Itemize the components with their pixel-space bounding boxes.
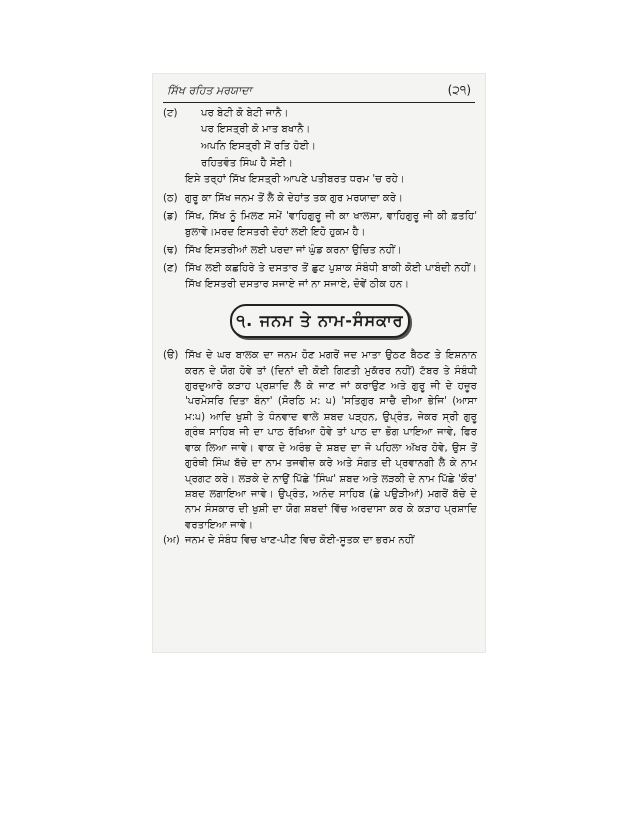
item-label: (ੳ) (163, 350, 179, 362)
page-body (163, 106, 477, 648)
paragraph-text: ਸਿੱਖ, ਸਿੱਖ ਨੂੰ ਮਿਲਣ ਸਮੇਂ 'ਵਾਹਿਗੁਰੂ ਜੀ ਕਾ ਖਾਲਸਾ, ਵਾਹਿਗੁਰੂ ਜੀ ਕੀ ਫ਼ਤਹਿ' ਬੁਲਾਵੇ।ਮਰਦ ਇਸਤਰੀ ਦੋਹਾਂ ਲਈ ਇਹੋ ਹੁਕਮ ਹੈ। (185, 211, 477, 238)
item-label: (ਡ) (163, 211, 178, 223)
list-item (163, 261, 477, 292)
paragraph-text: ਸਿੱਖ ਲਈ ਕਛਹਿਰੇ ਤੇ ਦਸਤਾਰ ਤੋਂ ਛੁਟ ਪੁਸ਼ਾਕ ਸੰਬੰਧੀ ਬਾਕੀ ਕੋਈ ਪਾਬੰਦੀ ਨਹੀਂ। ਸਿੱਖ ਇਸਤਰੀ ਦਸਤਾਰ ਸਜਾਏ ਜਾਂ ਨਾ ਸਜਾਏ, ਦੋਵੇਂ ਠੀਕ ਹਨ। (185, 263, 477, 290)
page-number: (੨੧) (447, 83, 471, 97)
list-item (163, 243, 477, 258)
item-label: (ਠ) (163, 192, 178, 204)
item-label: (ਢ) (163, 245, 178, 257)
running-title: ਸਿੱਖ ਰਹਿਤ ਮਰਯਾਦਾ (167, 84, 252, 97)
paragraph-text: ਗੁਰੂ ਕਾ ਸਿੱਖ ਜਨਮ ਤੋਂ ਲੈ ਕੇ ਦੇਹਾਂਤ ਤਕ ਗੁਰ ਮਰਯਾਦਾ ਕਰੇ। (185, 192, 403, 204)
verse-line: ਪਰ ਇਸਤ੍ਰੀ ਕੋ ਮਾਤ ਬਖਾਨੈ। (201, 124, 311, 136)
verse-line: ਅਪਨਿ ਇਸਤ੍ਰੀ ਸੋਂ ਰਤਿ ਹੋਈ। (201, 141, 316, 153)
list-item (163, 191, 477, 206)
paragraph-text: ਸਿੱਖ ਦੇ ਘਰ ਬਾਲਕ ਦਾ ਜਨਮ ਹੋਣ ਮਗਰੋਂ ਜਦ ਮਾਤਾ ਉਠਣ ਬੈਠਣ ਤੇ ਇਸ਼ਨਾਨ ਕਰਨ ਦੇ ਯੋਗ ਹੋਵੇ ਤਾਂ (ਦਿਨਾਂ ਦੀ ਕੋਈ ਗਿਣਤੀ ਮੁਕੱਰਰ ਨਹੀਂ) ਟੱਬਰ ਤੇ ਸੰਬੰਧੀ ਗੁਰਦੁਆਰੇ ਕੜਾਹ ਪ੍ਰਸ਼ਾਦਿ ਲੈ ਕੇ ਜਾਣ ਜਾਂ ਕਰਾਉਣ ਅਤੇ ਗੁਰੂ ਜੀ ਦੇ ਹਜ਼ੂਰ 'ਪਰਮੇਸਰਿ ਦਿਤਾ ਬੰਨਾ' (ਸੋਰਠਿ ਮ: ੫) 'ਸਤਿਗੁਰ ਸਾਚੈ ਦੀਆ ਭੇਜਿ' (ਆਸਾ ਮ:੫) ਆਦਿ ਖੁਸ਼ੀ ਤੇ ਧੰਨਵਾਦ ਵਾਲੇ ਸ਼ਬਦ ਪੜ੍ਹਨ, ਉਪ੍ਰੰਤ, ਜੇਕਰ ਸ੍ਰੀ ਗੁਰੂ ਗ੍ਰੰਥ ਸਾਹਿਬ ਜੀ ਦਾ ਪਾਠ ਰੱਖਿਆ ਹੋਵੇ ਤਾਂ ਪਾਠ ਦਾ ਭੋਗ ਪਾਇਆ ਜਾਵੇ, ਫਿਰ ਵਾਕ ਲਿਆ ਜਾਵੇ। ਵਾਕ ਦੇ ਅਰੰਭ ਦੇ ਸ਼ਬਦ ਦਾ ਜੋ ਪਹਿਲਾ ਅੱਖਰ ਹੋਵੇ, ਉਸ ਤੋਂ ਗੁਰੰਥੀ ਸਿੰਘ ਬੱਚੇ ਦਾ ਨਾਮ ਤਜਵੀਜ਼ ਕਰੇ ਅਤੇ ਸੰਗਤ ਦੀ ਪ੍ਰਵਾਨਗੀ ਲੈ ਕੇ ਨਾਮ ਪ੍ਰਗਟ ਕਰੇ। ਲੜਕੇ ਦੇ ਨਾਉਂ ਪਿੱਛੇ 'ਸਿੰਘ' ਸ਼ਬਦ ਅਤੇ ਲੜਕੀ ਦੇ ਨਾਮ ਪਿੱਛੇ 'ਕੌਰ' ਸ਼ਬਦ ਲਗਾਇਆ ਜਾਵੇ। ਉਪ੍ਰੰਤ, ਅਨੰਦ ਸਾਹਿਬ (ਛੇ ਪਉੜੀਆਂ) ਮਗਰੋਂ ਬੱਚੇ ਦੇ ਨਾਮ ਸੰਸਕਾਰ ਦੀ ਖੁਸ਼ੀ ਦਾ ਯੋਗ ਸ਼ਬਦਾਂ ਵਿੱਚ ਅਰਦਾਸਾ ਕਰ ਕੇ ਕੜਾਹ ਪ੍ਰਸ਼ਾਦਿ ਵਰਤਾਇਆ ਜਾਵੇ। (185, 350, 477, 531)
verse-line: ਰਹਿਤਵੰਤ ਸਿੰਘ ਹੈ ਸੋਈ। (201, 158, 293, 170)
item-label: (ਅ) (163, 535, 180, 547)
list-item (163, 348, 477, 533)
book-page (153, 74, 485, 652)
item-label: (ਣ) (163, 263, 178, 275)
paragraph-text: ਜਨਮ ਦੇ ਸੰਬੰਧ ਵਿਚ ਖਾਣ-ਪੀਣ ਵਿਚ ਕੋਈ-ਸੂਤਕ ਦਾ ਭਰਮ ਨਹੀਂ (185, 535, 415, 547)
list-item (163, 533, 477, 548)
section-heading: ੧. ਜਨਮ ਤੇ ਨਾਮ-ਸੰਸਕਾਰ (230, 304, 410, 338)
verse-line: ਪਰ ਬੇਟੀ ਕੋ ਬੇਟੀ ਜਾਨੈ। (201, 108, 289, 119)
page-header (163, 82, 475, 103)
paragraph-text: ਇਸੇ ਤਰ੍ਹਾਂ ਸਿੱਖ ਇਸਤ੍ਰੀ ਆਪਣੇ ਪਤੀਬਰਤ ਧਰਮ 'ਚ ਰਹੇ। (185, 174, 405, 186)
list-item (163, 209, 477, 240)
paragraph-text: ਸਿੱਖ ਇਸਤਰੀਆਂ ਲਈ ਪਰਦਾ ਜਾਂ ਘੁੰਡ ਕਰਨਾ ਉਚਿਤ ਨਹੀਂ। (185, 245, 402, 257)
list-item (163, 106, 477, 121)
item-label: (ਟ) (163, 108, 178, 119)
